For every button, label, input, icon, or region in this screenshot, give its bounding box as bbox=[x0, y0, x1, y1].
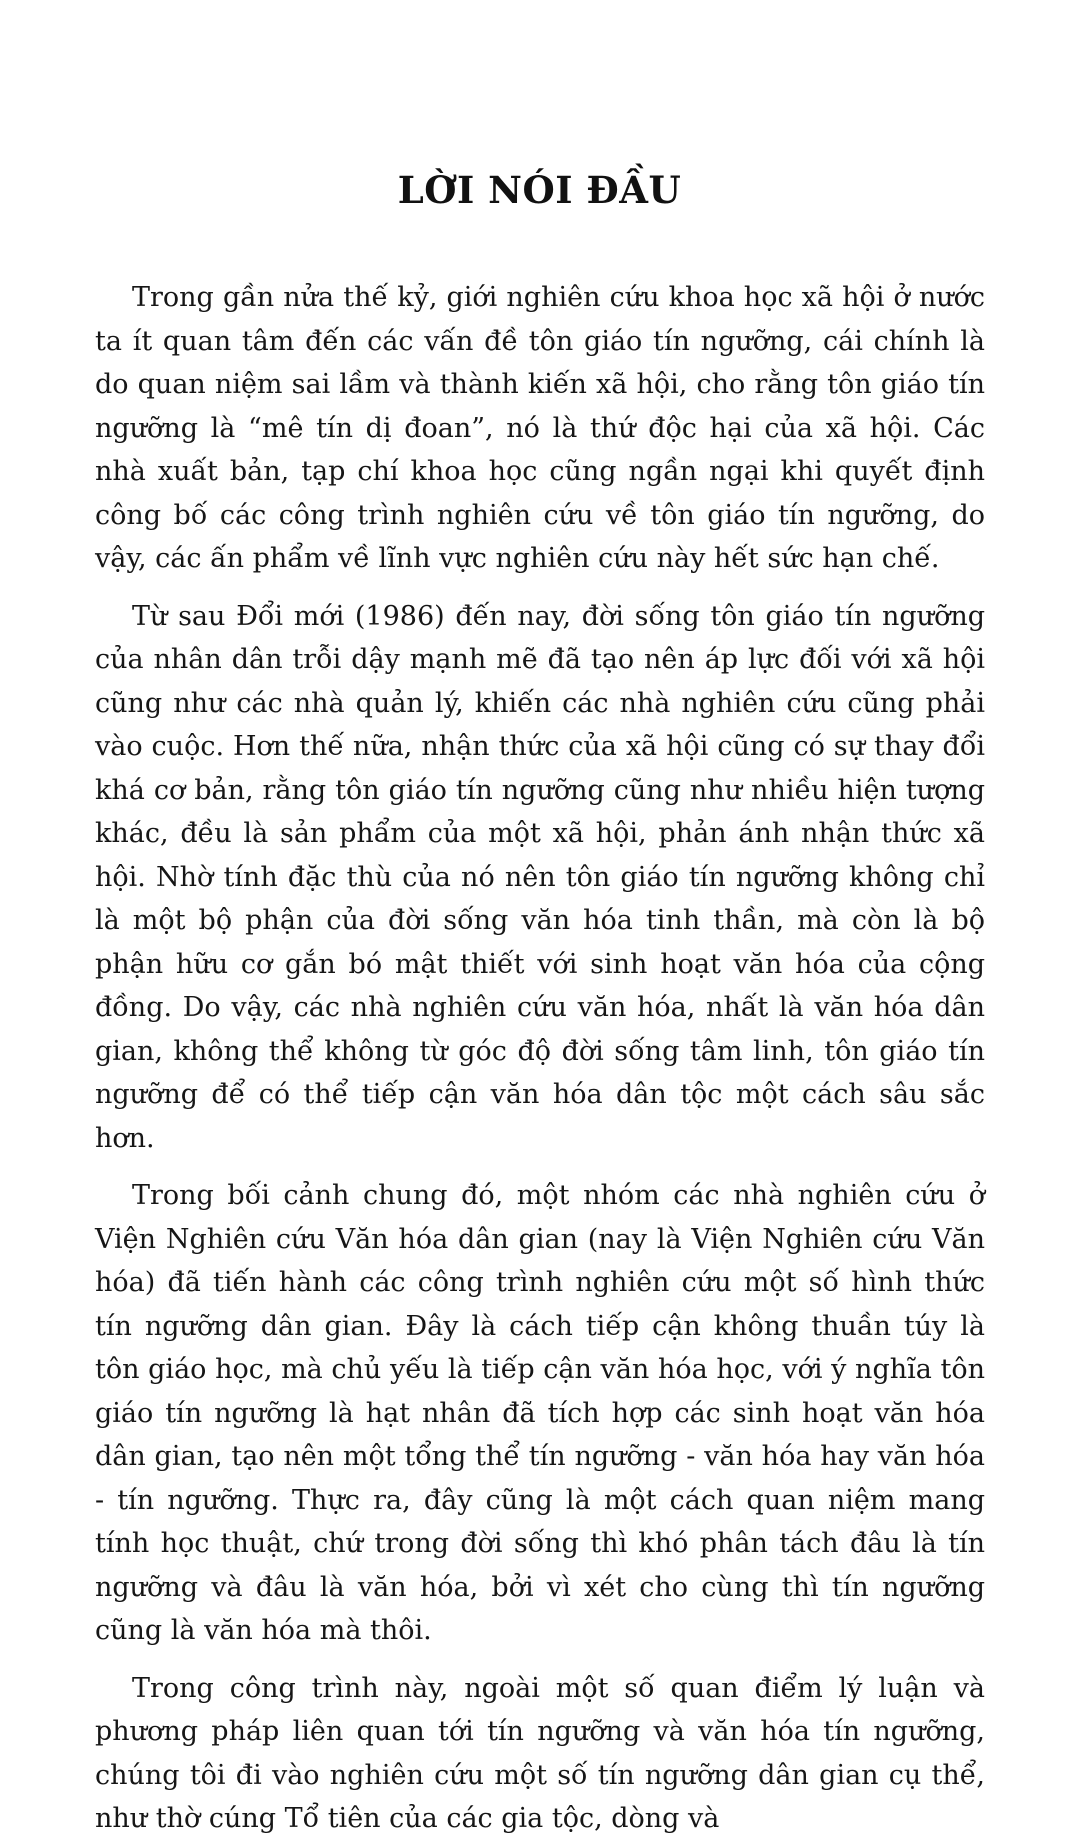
paragraph-intro: Trong gần nửa thế kỷ, giới nghiên cứu khoa học xã hội ở nước ta ít quan tâm đến các vấn đề tôn giáo tín ngưỡng, cái chính là do quan niệm sai lầm và thành kiến xã hội, cho rằng tôn giáo tín ngưỡng là “mê tín dị đoan”, nó là thứ độc hại của xã hội. Các nhà xuất bản, tạp chí khoa học cũng ngần ngại khi quyết định công bố các công trình nghiên cứu về tôn giáo tín ngưỡng, do vậy, các ấn phẩm về lĩnh vực nghiên cứu này hết sức hạn chế. bbox=[95, 282, 985, 574]
paragraph-doi-moi: Từ sau Đổi mới (1986) đến nay, đời sống tôn giáo tín ngưỡng của nhân dân trỗi dậy mạnh mẽ đã tạo nên áp lực đối với xã hội cũng như các nhà quản lý, khiến các nhà nghiên cứu cũng phải vào cuộc. Hơn thế nữa, nhận thức của xã hội cũng có sự thay đổi khá cơ bản, rằng tôn giáo tín ngưỡng cũng như nhiều hiện tượng khác, đều là sản phẩm của một xã hội, phản ánh nhận thức xã hội. Nhờ tính đặc thù của nó nên tôn giáo tín ngưỡng không chỉ là một bộ phận của đời sống văn hóa tinh thần, mà còn là bộ phận hữu cơ gắn bó mật thiết với sinh hoạt văn hóa của cộng đồng. Do vậy, các nhà nghiên cứu văn hóa, nhất là văn hóa dân gian, không thể không từ góc độ đời sống tâm linh, tôn giáo tín ngưỡng để có thể tiếp cận văn hóa dân tộc một cách sâu sắc hơn. bbox=[95, 600, 985, 1154]
page-body bbox=[95, 276, 985, 1841]
book-page bbox=[0, 168, 1079, 1834]
paragraph-study-scope: Trong công trình này, ngoài một số quan điểm lý luận và phương pháp liên quan tới tín ngưỡng và văn hóa tín ngưỡng, chúng tôi đi vào nghiên cứu một số tín ngưỡng dân gian cụ thể, như thờ cúng Tổ tiên của các gia tộc, dòng và bbox=[95, 1672, 985, 1834]
page-title: LỜI NÓI ĐẦU bbox=[397, 168, 682, 212]
paragraph-research-context: Trong bối cảnh chung đó, một nhóm các nhà nghiên cứu ở Viện Nghiên cứu Văn hóa dân gian (nay là Viện Nghiên cứu Văn hóa) đã tiến hành các công trình nghiên cứu một số hình thức tín ngưỡng dân gian. Đây là cách tiếp cận không thuần túy là tôn giáo học, mà chủ yếu là tiếp cận văn hóa học, với ý nghĩa tôn giáo tín ngưỡng là hạt nhân đã tích hợp các sinh hoạt văn hóa dân gian, tạo nên một tổng thể tín ngưỡng - văn hóa hay văn hóa - tín ngưỡng. Thực ra, đây cũng là một cách quan niệm mang tính học thuật, chứ trong đời sống thì khó phân tách đâu là tín ngưỡng và đâu là văn hóa, bởi vì xét cho cùng thì tín ngưỡng cũng là văn hóa mà thôi. bbox=[95, 1180, 985, 1646]
